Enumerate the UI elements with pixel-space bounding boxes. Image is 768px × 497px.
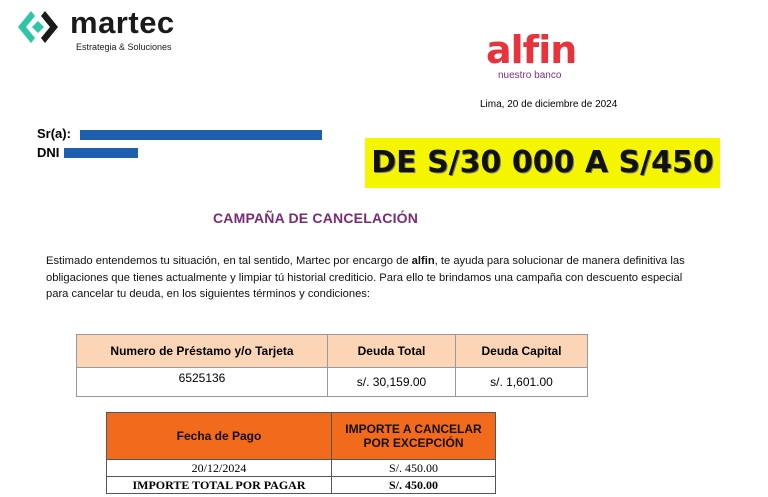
payment-total-row (107, 477, 496, 494)
loan-number-cell: 6525136 (77, 368, 328, 397)
alfin-logo (484, 30, 614, 86)
redacted-name (80, 130, 322, 140)
loan-header-number: Numero de Préstamo y/o Tarjeta (77, 335, 328, 368)
payment-total-amount: S/. 450.00 (332, 477, 496, 494)
payment-amount-cell: S/. 450.00 (332, 460, 496, 477)
intro-text-post: , te ayuda para solucionar de manera definitiva las obligaciones que tienes actualmente y limpiar tú historial crediticio. Para ello te brindamos una campaña con descuento especial para cancelar tu deuda, en los siguientes términos y condiciones: (46, 255, 685, 300)
payment-header-date: Fecha de Pago (107, 413, 332, 460)
headline-text: DE S/30 000 A S/450 (371, 145, 714, 180)
loan-table-row (77, 368, 588, 397)
intro-paragraph (46, 253, 686, 303)
recipient-dni-label: DNI (37, 145, 60, 160)
alfin-wordmark: alfin (486, 28, 577, 72)
payment-table (106, 412, 496, 494)
intro-brand: alfin (411, 255, 435, 267)
loan-capital-cell: s/. 1,601.00 (456, 368, 588, 397)
campaign-title: CAMPAÑA DE CANCELACIÓN (213, 210, 419, 226)
martec-diamond-icon (14, 10, 62, 44)
payment-total-label: IMPORTE TOTAL POR PAGAR (107, 477, 332, 494)
martec-tagline: Estrategia & Soluciones (76, 42, 172, 52)
intro-text-pre: Estimado entendemos tu situación, en tal sentido, Martec por encargo de (46, 255, 412, 267)
letter-date: Lima, 20 de diciembre de 2024 (480, 99, 618, 110)
loan-header-capital: Deuda Capital (456, 335, 588, 368)
recipient-name-label: Sr(a): (37, 126, 71, 141)
headline-banner (365, 138, 720, 188)
payment-table-row (107, 460, 496, 477)
redacted-dni (64, 148, 138, 158)
alfin-tagline: nuestro banco (498, 70, 562, 81)
loan-table (76, 334, 588, 397)
martec-logo (14, 6, 204, 54)
loan-total-cell: s/. 30,159.00 (328, 368, 456, 397)
loan-header-total: Deuda Total (328, 335, 456, 368)
martec-wordmark: martec (70, 5, 175, 40)
loan-table-header-row (77, 335, 588, 368)
payment-table-header-row (107, 413, 496, 460)
payment-header-amount: IMPORTE A CANCELAR POR EXCEPCIÓN (332, 413, 496, 460)
payment-date-cell: 20/12/2024 (107, 460, 332, 477)
